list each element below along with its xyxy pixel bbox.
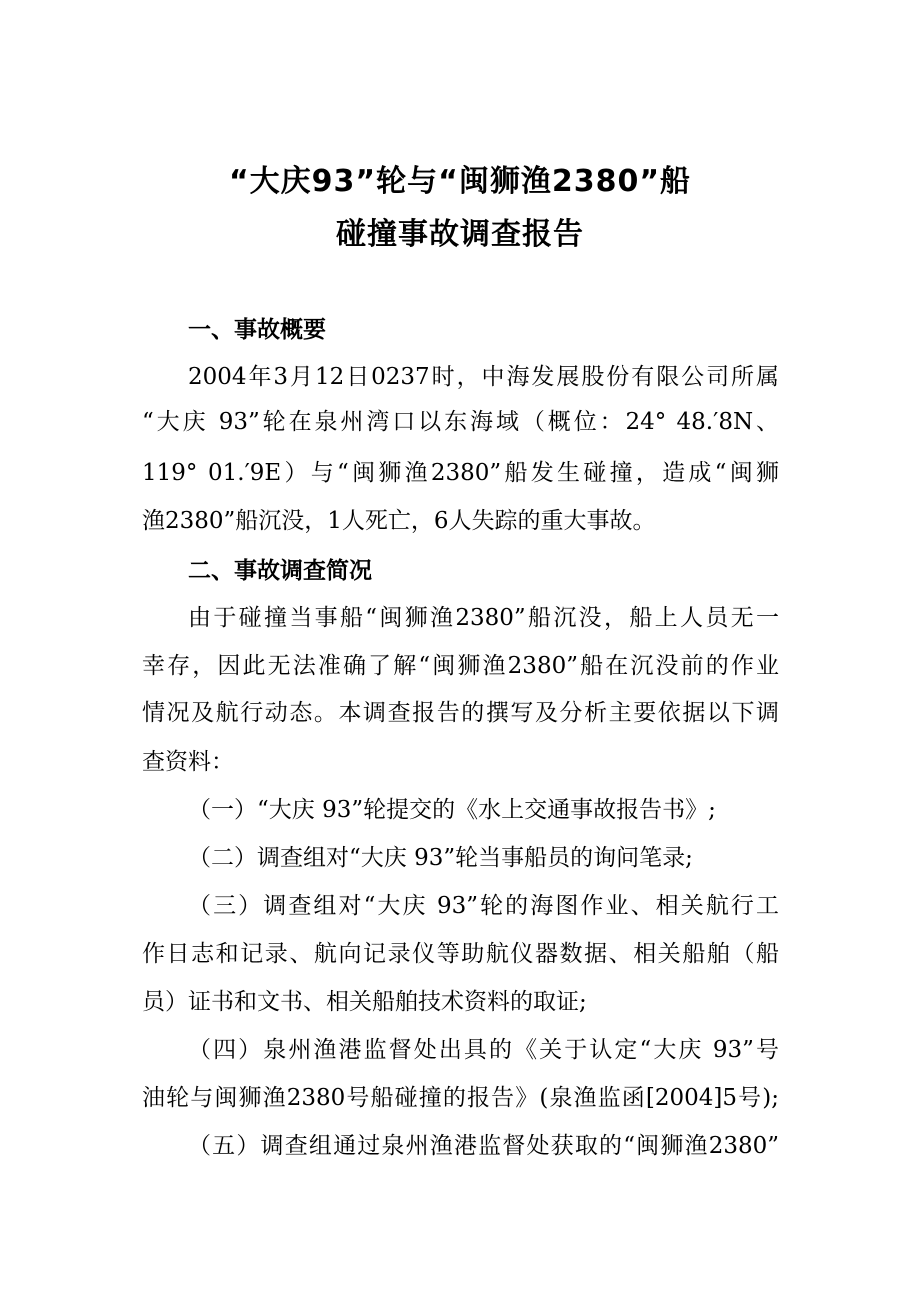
list-item-2: （二）调查组对“大庆 93”轮当事船员的询问笔录; [188, 845, 693, 871]
list-item-3-continued: 作日志和记录、航向记录仪等助航仪器数据、相关船舶（船 [142, 941, 779, 967]
list-item-5: （五）调查组通过泉州渔港监督处获取的“闽狮渔2380” [188, 1133, 779, 1159]
report-title-line-2: 碰撞事故调查报告 [336, 217, 584, 252]
paragraph-line: 查资料： [142, 749, 234, 775]
section-heading-overview: 一、事故概要 [188, 317, 326, 343]
paragraph-line: 由于碰撞当事船“闽狮渔2380”船沉没，船上人员无一 [188, 605, 779, 631]
paragraph-line: 渔2380”船沉没，1人死亡，6人失踪的重大事故。 [142, 508, 656, 534]
section-heading-investigation: 二、事故调查简况 [188, 558, 372, 584]
paragraph-line: 幸存，因此无法准确了解“闽狮渔2380”船在沉没前的作业 [142, 653, 779, 679]
list-item-3-continued: 员）证书和文书、相关船舶技术资料的取证; [142, 989, 587, 1015]
list-item-4-continued: 油轮与闽狮渔2380号船碰撞的报告》(泉渔监函[2004]5号); [142, 1085, 779, 1111]
paragraph-line: 2004年3月12日0237时，中海发展股份有限公司所属 [188, 364, 779, 390]
list-item-4: （四）泉州渔港监督处出具的《关于认定“大庆 93”号 [188, 1037, 779, 1063]
list-item-1: （一）“大庆 93”轮提交的《水上交通事故报告书》; [188, 797, 716, 823]
paragraph-line: 119° 01.′9E）与“闽狮渔2380”船发生碰撞，造成“闽狮 [142, 460, 779, 486]
paragraph-line: “大庆 93”轮在泉州湾口以东海域（概位：24° 48.′8N、 [142, 409, 779, 435]
list-item-3: （三）调查组对“大庆 93”轮的海图作业、相关航行工 [188, 893, 779, 919]
report-title-line-1: “大庆93”轮与“闽狮渔2380”船 [228, 164, 692, 199]
paragraph-line: 情况及航行动态。本调查报告的撰写及分析主要依据以下调 [142, 700, 779, 726]
